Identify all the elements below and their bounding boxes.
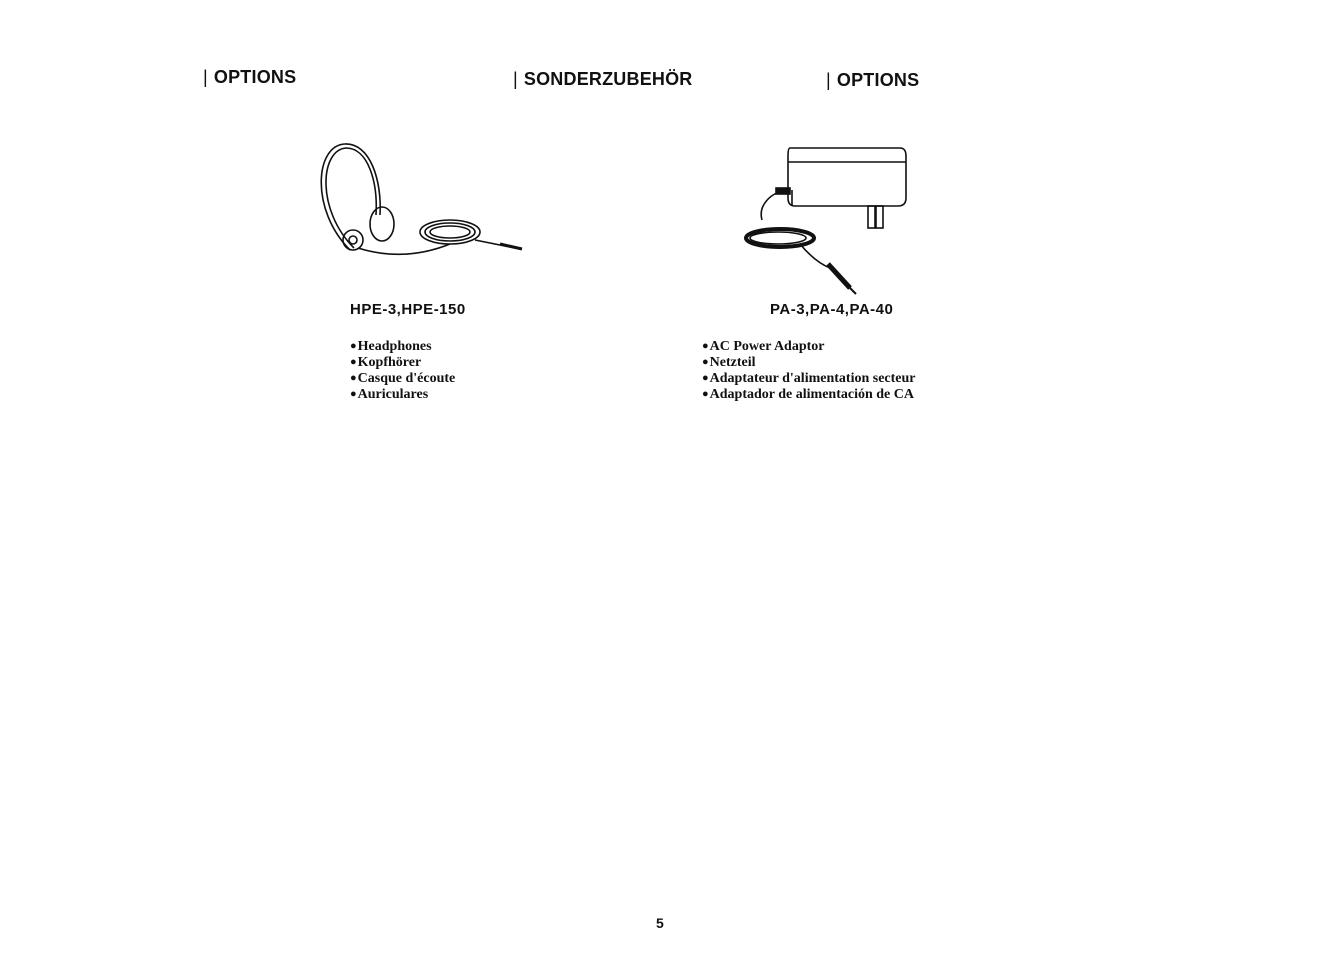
list-item: ● Adaptateur d'alimentation secteur: [702, 371, 916, 387]
adaptor-description-list: [702, 339, 916, 403]
heading-options-english: | OPTIONS: [203, 67, 297, 87]
list-item: ● AC Power Adaptor: [702, 339, 916, 355]
power-adaptor-illustration: [740, 140, 920, 300]
list-item: ● Netzteil: [702, 355, 916, 371]
headphones-model-numbers: HPE-3,HPE-150: [350, 301, 466, 318]
heading-options-french: | OPTIONS: [826, 70, 920, 90]
heading-sonderzubehor: | SONDERZUBEHÖR: [513, 69, 693, 89]
list-item: ● Kopfhörer: [350, 355, 455, 371]
list-item: ● Casque d'écoute: [350, 371, 455, 387]
list-item: ● Headphones: [350, 339, 455, 355]
page-number: 5: [656, 915, 664, 931]
headphones-illustration: [310, 140, 530, 260]
list-item: ● Adaptador de alimentación de CA: [702, 387, 916, 403]
list-item: ● Auriculares: [350, 387, 455, 403]
adaptor-model-numbers: PA-3,PA-4,PA-40: [770, 301, 894, 318]
headphones-description-list: [350, 339, 455, 403]
